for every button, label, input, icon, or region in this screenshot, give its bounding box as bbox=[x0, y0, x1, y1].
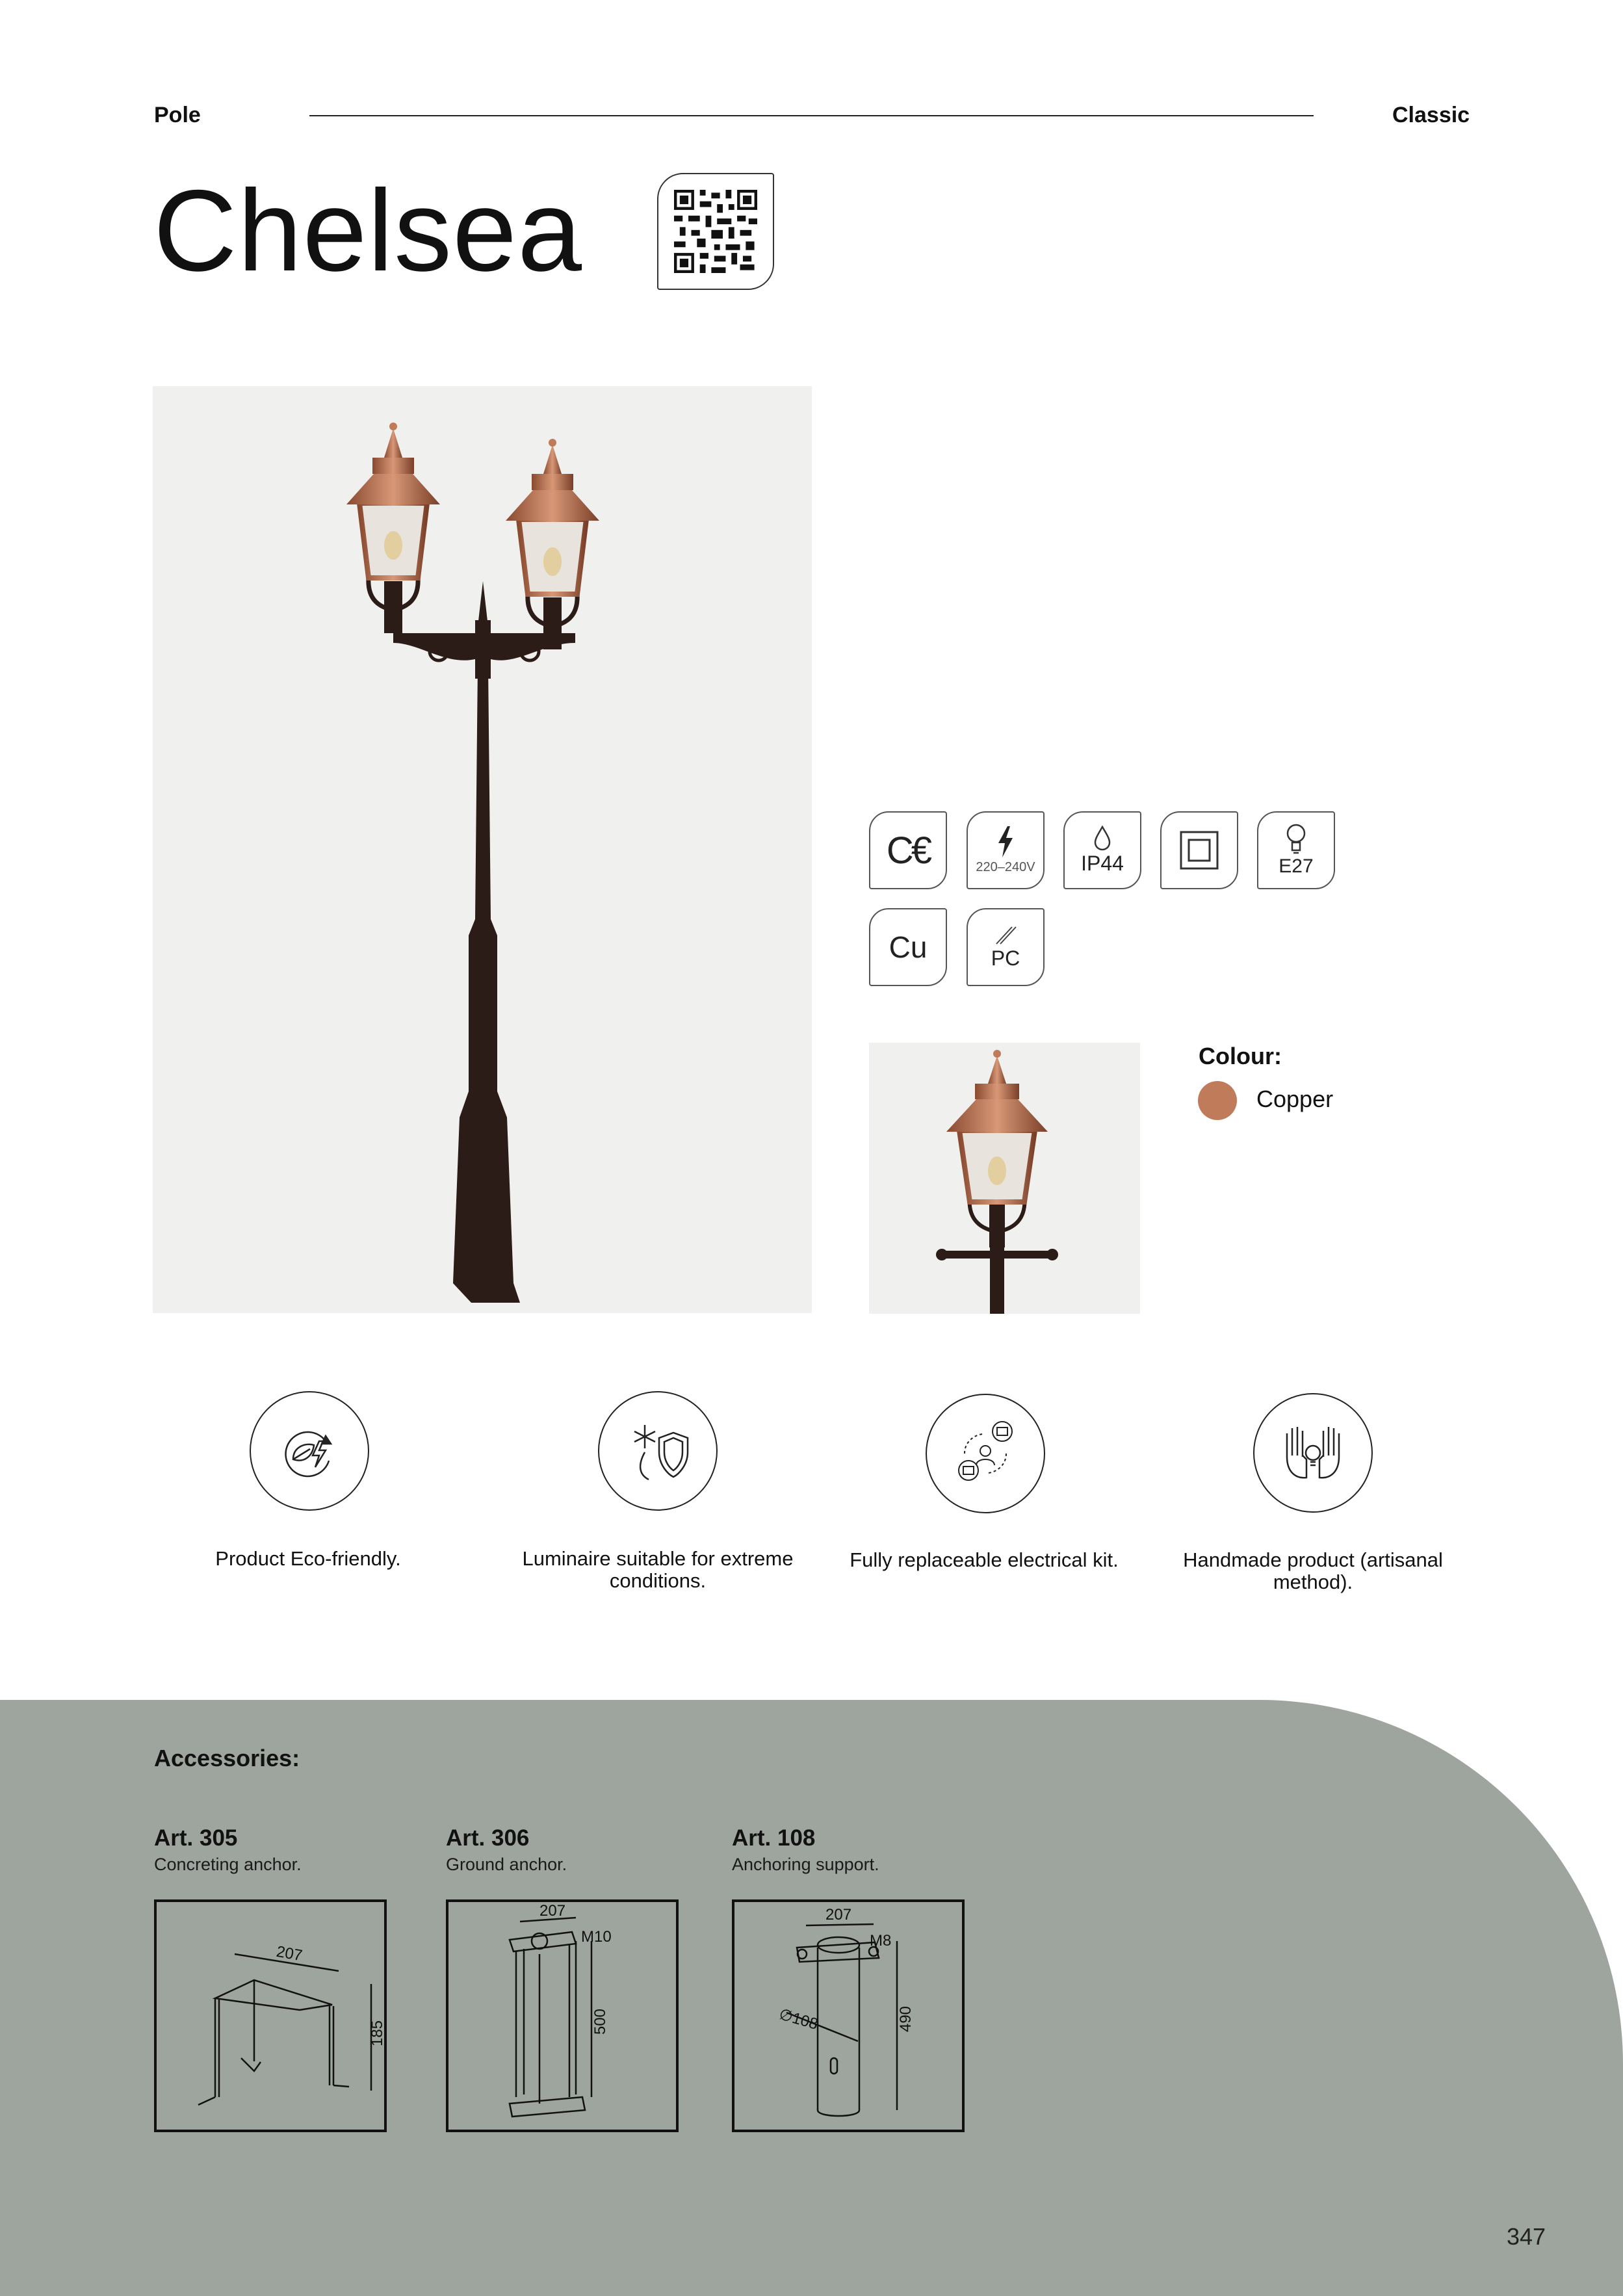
qr-code-icon[interactable] bbox=[657, 173, 774, 290]
dim-305-height: 185 bbox=[369, 2020, 387, 2047]
accessory-desc-305: Concreting anchor. bbox=[154, 1855, 302, 1874]
dim-306-width: 207 bbox=[539, 1902, 566, 1920]
ip-rating-label: IP44 bbox=[1081, 851, 1124, 875]
dim-108-width: 207 bbox=[825, 1906, 852, 1924]
page-number: 347 bbox=[1507, 2223, 1546, 2250]
diffuser-label: PC bbox=[991, 946, 1020, 970]
bulb-icon bbox=[1257, 811, 1335, 889]
extreme-conditions-icon bbox=[598, 1391, 718, 1511]
colour-label: Colour: bbox=[1199, 1043, 1282, 1069]
copper-swatch[interactable] bbox=[1198, 1081, 1237, 1120]
accessories-title: Accessories: bbox=[154, 1745, 300, 1771]
product-title: Chelsea bbox=[153, 166, 583, 295]
product-photo bbox=[153, 386, 812, 1313]
style-label: Classic bbox=[1392, 103, 1470, 127]
header-divider bbox=[309, 115, 1314, 116]
feature-text-handmade: Handmade product (artisanal method). bbox=[1183, 1548, 1443, 1593]
material-icon bbox=[869, 908, 947, 986]
feature-text-eco: Product Eco-friendly. bbox=[215, 1547, 401, 1570]
feature-text-extreme: Luminaire suitable for extreme conditions. bbox=[522, 1547, 794, 1592]
accessory-art-306: Art. 306 bbox=[446, 1825, 530, 1851]
category-label: Pole bbox=[154, 103, 201, 127]
socket-label: E27 bbox=[1279, 855, 1314, 877]
accessory-art-108: Art. 108 bbox=[732, 1825, 816, 1851]
voltage-icon bbox=[967, 811, 1045, 889]
class-ii-icon bbox=[1160, 811, 1238, 889]
handmade-icon bbox=[1253, 1393, 1373, 1513]
accessory-drawing-305[interactable] bbox=[154, 1899, 387, 2132]
accessory-drawing-306[interactable] bbox=[446, 1899, 679, 2132]
colour-name: Copper bbox=[1256, 1086, 1334, 1112]
replaceable-kit-icon bbox=[926, 1394, 1045, 1513]
accessory-art-305: Art. 305 bbox=[154, 1825, 238, 1851]
feature-text-kit: Fully replaceable electrical kit. bbox=[850, 1548, 1119, 1571]
dim-108-height: 490 bbox=[897, 2005, 915, 2033]
accessory-drawing-108[interactable] bbox=[732, 1899, 965, 2132]
eco-friendly-icon bbox=[250, 1391, 369, 1511]
dim-305-width: 207 bbox=[275, 1942, 304, 1965]
accessory-desc-306: Ground anchor. bbox=[446, 1855, 567, 1874]
dim-108-thread: M8 bbox=[870, 1932, 892, 1950]
dim-306-thread: M10 bbox=[581, 1928, 612, 1946]
dim-306-height: 500 bbox=[591, 2008, 610, 2035]
dim-108-diameter: ∅108 bbox=[777, 2005, 820, 2033]
voltage-label: 220–240V bbox=[976, 859, 1035, 874]
diffuser-icon bbox=[967, 908, 1045, 986]
variant-photo[interactable] bbox=[869, 1043, 1140, 1314]
ce-mark-icon: C€ bbox=[869, 811, 947, 889]
water-drop-icon bbox=[1063, 811, 1141, 889]
material-label: Cu bbox=[889, 930, 928, 964]
accessory-desc-108: Anchoring support. bbox=[732, 1855, 879, 1874]
